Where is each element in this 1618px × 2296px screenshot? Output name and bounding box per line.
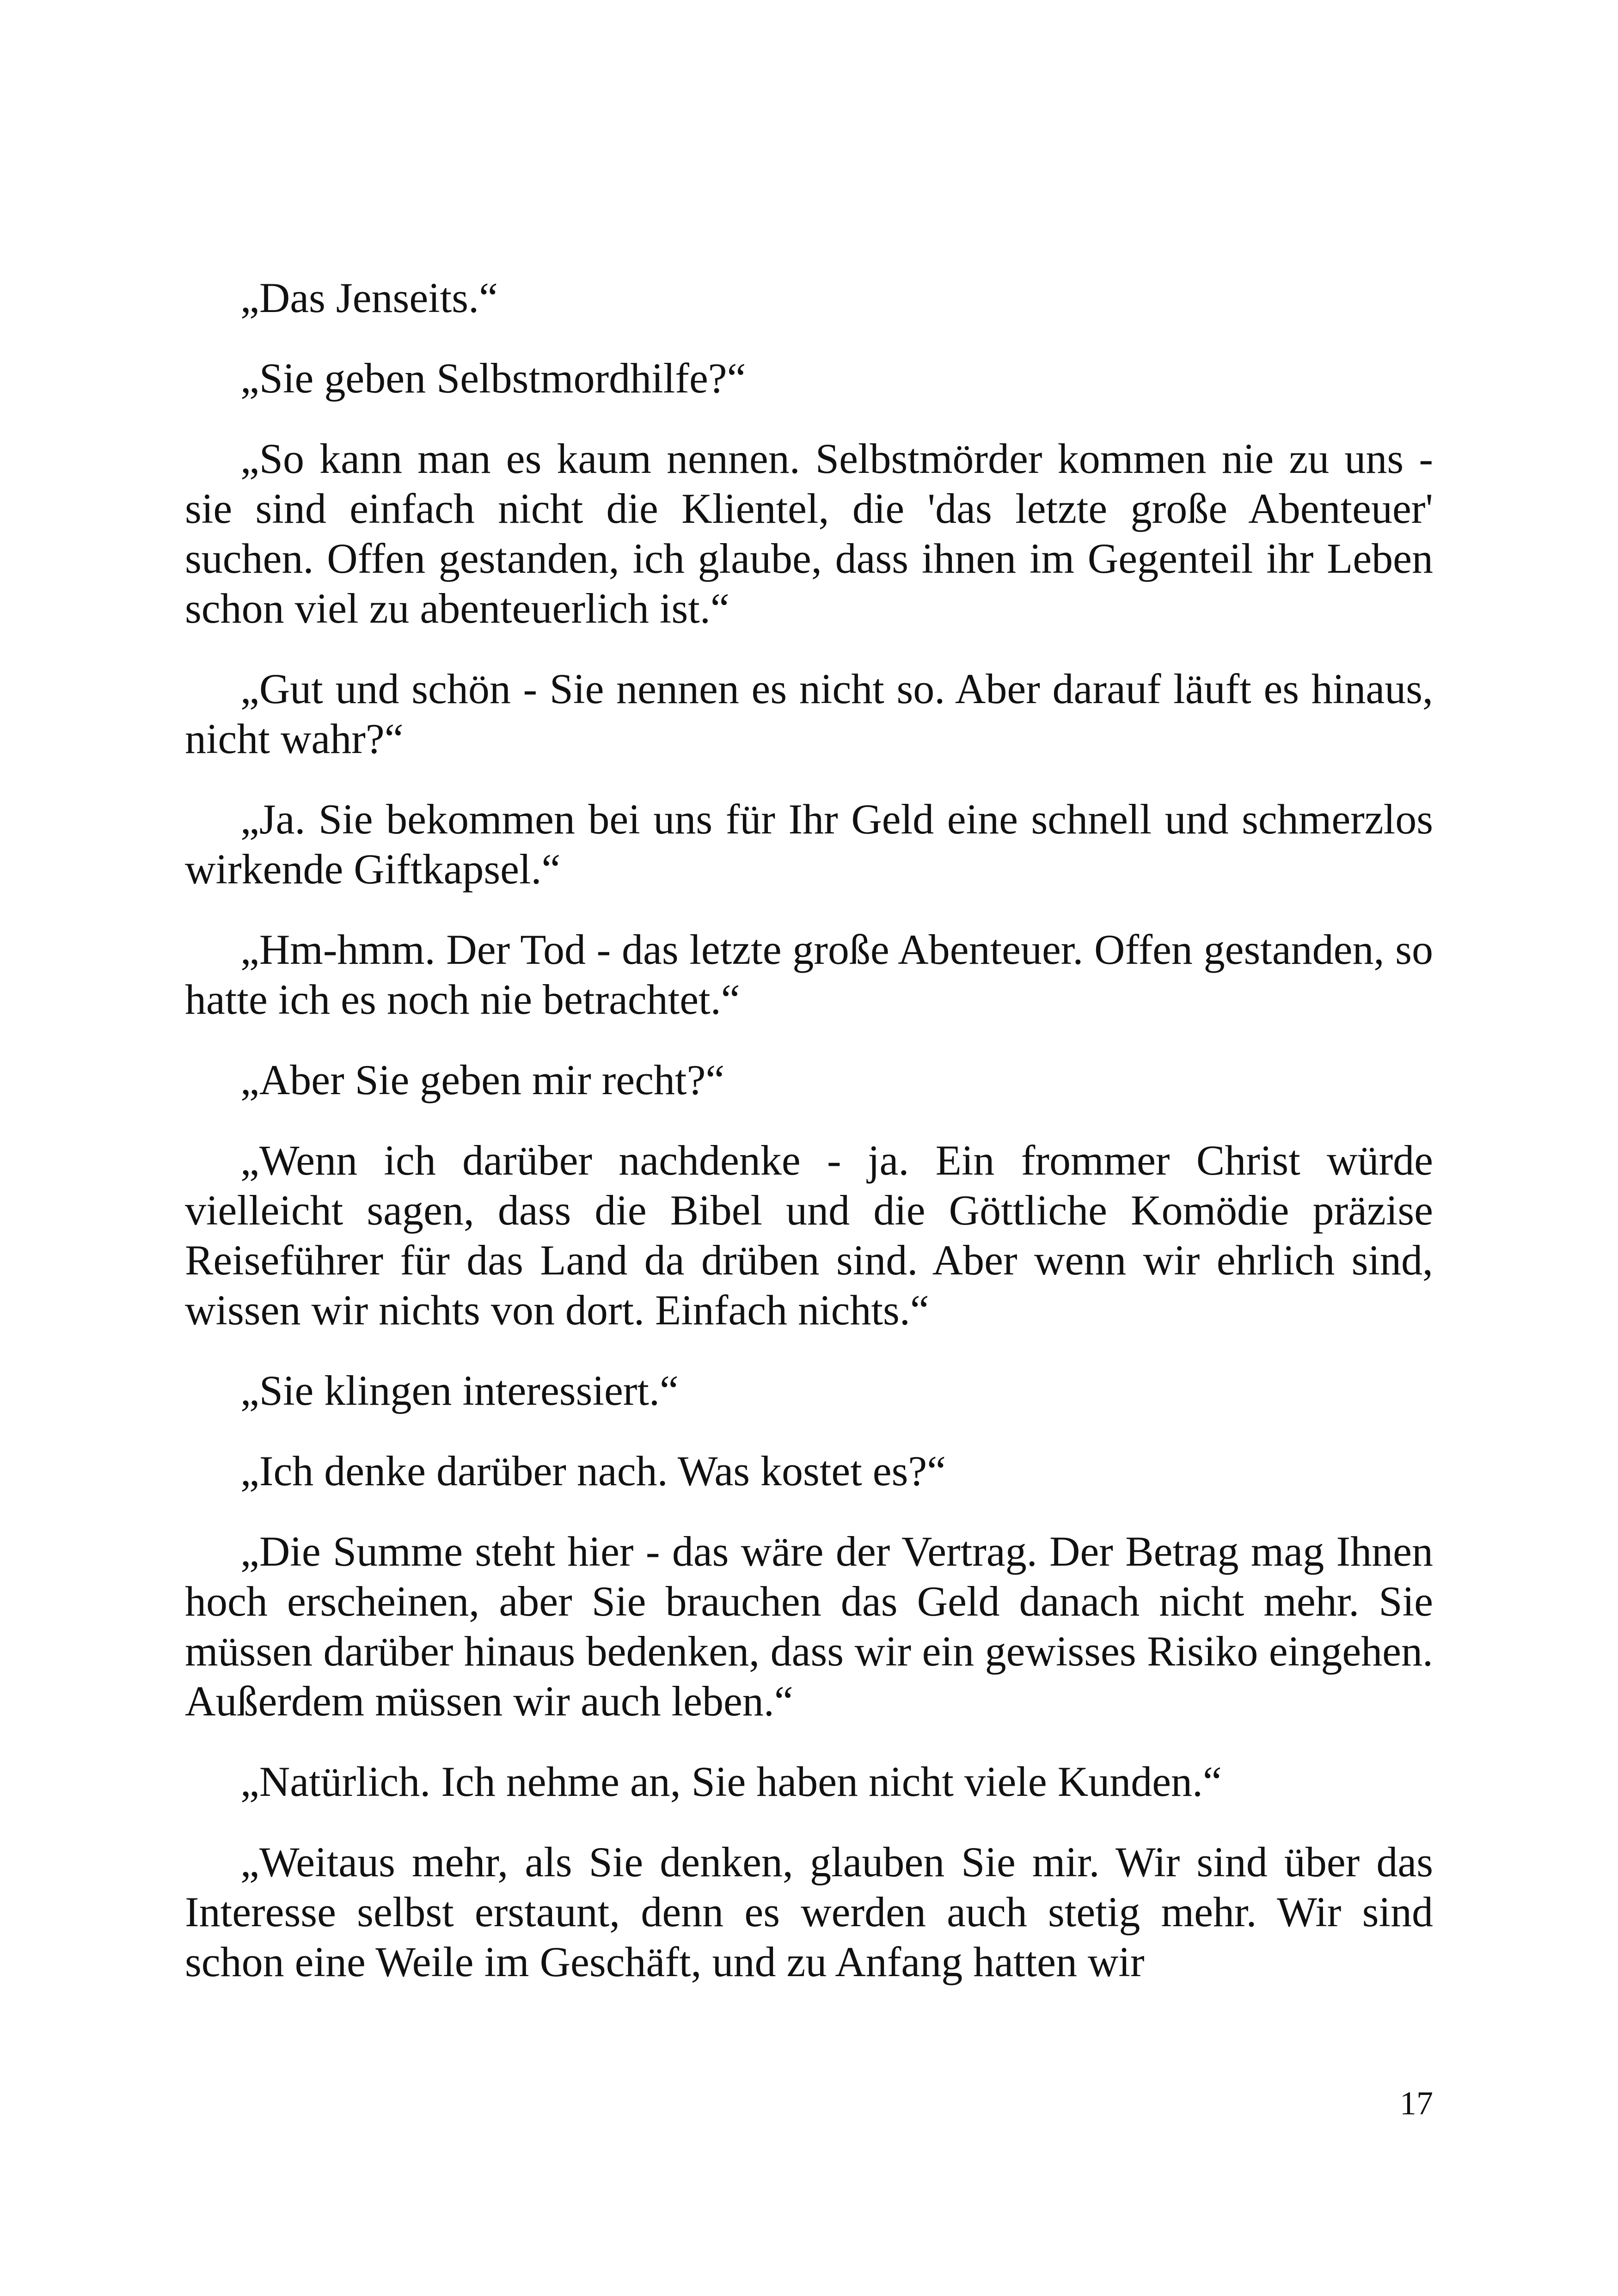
paragraph: „Ja. Sie bekommen bei uns für Ihr Geld eine schnell und schmerzlos wirkende Giftkapsel.“ <box>185 796 1433 893</box>
page-number: 17 <box>1400 2085 1433 2122</box>
paragraph: „Die Summe steht hier - das wäre der Vertrag. Der Betrag mag Ihnen hoch erscheinen, aber Sie brauchen das Geld danach nicht mehr. Sie müssen darüber hinaus bedenken, dass wir ein gewisses Risiko eingehen. Außerdem müssen wir auch leben.“ <box>185 1528 1433 1725</box>
page-body <box>185 273 1433 2017</box>
paragraph: „Wenn ich darüber nachdenke - ja. Ein frommer Christ würde vielleicht sagen, dass die Bibel und die Göttliche Komödie präzise Reiseführer für das Land da drüben sind. Aber wenn wir ehrlich sind, wissen wir nichts von dort. Einfach nichts.“ <box>185 1137 1433 1334</box>
paragraph: „Sie klingen interessiert.“ <box>240 1367 679 1414</box>
paragraph: „Weitaus mehr, als Sie denken, glauben Sie mir. Wir sind über das Interesse selbst erstaunt, denn es werden auch stetig mehr. Wir sind schon eine Weile im Geschäft, und zu Anfang hatten wir <box>185 1838 1433 1985</box>
paragraph: „Hm-hmm. Der Tod - das letzte große Abenteuer. Offen gestanden, so hatte ich es noch nie betrachtet.“ <box>185 926 1433 1023</box>
paragraph: „Das Jenseits.“ <box>240 274 498 321</box>
paragraph: „Aber Sie geben mir recht?“ <box>240 1056 725 1103</box>
paragraph: „Gut und schön - Sie nennen es nicht so. Aber darauf läuft es hinaus, nicht wahr?“ <box>185 665 1433 762</box>
paragraph: „Natürlich. Ich nehme an, Sie haben nicht viele Kunden.“ <box>240 1758 1222 1805</box>
paragraph: „So kann man es kaum nennen. Selbstmörder kommen nie zu uns - sie sind einfach nicht die Klientel, die 'das letzte große Abenteuer' suchen. Offen gestanden, ich glaube, dass ihnen im Gegenteil ihr Leben schon viel zu abenteuerlich ist.“ <box>185 435 1433 632</box>
paragraph: „Sie geben Selbstmordhilfe?“ <box>240 355 746 402</box>
paragraph: „Ich denke darüber nach. Was kostet es?“ <box>240 1447 946 1494</box>
